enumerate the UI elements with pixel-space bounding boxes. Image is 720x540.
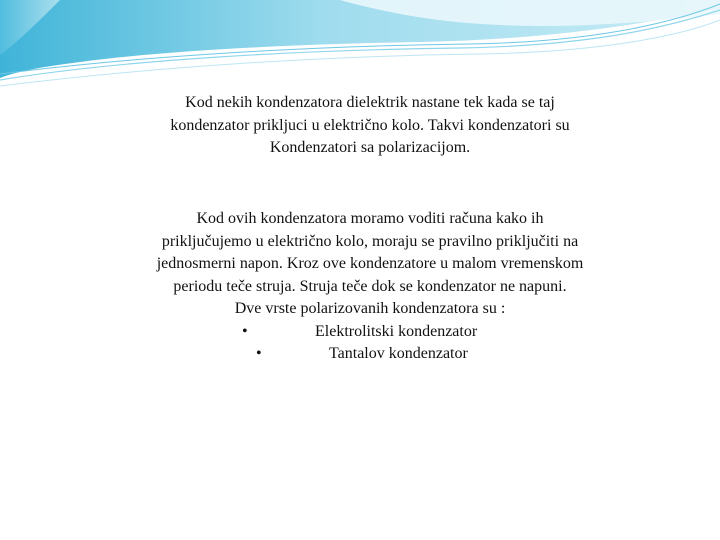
bullet-item <box>110 343 630 366</box>
bullet-item <box>110 321 630 344</box>
text-line: kondenzator prikljuci u električno kolo. Takvi kondenzatori su <box>170 116 570 134</box>
bullet-text: Elektrolitski kondenzator <box>315 322 478 340</box>
bullet-text: Tantalov kondenzator <box>329 345 468 362</box>
bullet-icon: • <box>256 345 262 362</box>
bullet-icon: • <box>242 322 248 340</box>
text-line: periodu teče struja. Struja teče dok se kondenzator ne napuni. <box>173 277 567 295</box>
intro-paragraph <box>110 92 630 160</box>
text-line: Kod nekih kondenzatora dielektrik nastane tek kada se taj <box>185 94 555 111</box>
text-line: jednosmerni napon. Kroz ove kondenzatore u malom vremenskom <box>156 255 584 272</box>
text-line: Dve vrste polarizovanih kondenzatora su : <box>234 300 506 317</box>
header-wave-decoration <box>0 0 720 90</box>
text-line: priključujemo u električno kolo, moraju se pravilno priključiti na <box>161 232 579 250</box>
text-line: Kod ovih kondenzatora moramo voditi računa kako ih <box>196 210 544 227</box>
text-line: Kondenzatori sa polarizacijom. <box>269 139 471 156</box>
details-paragraph <box>110 208 630 366</box>
